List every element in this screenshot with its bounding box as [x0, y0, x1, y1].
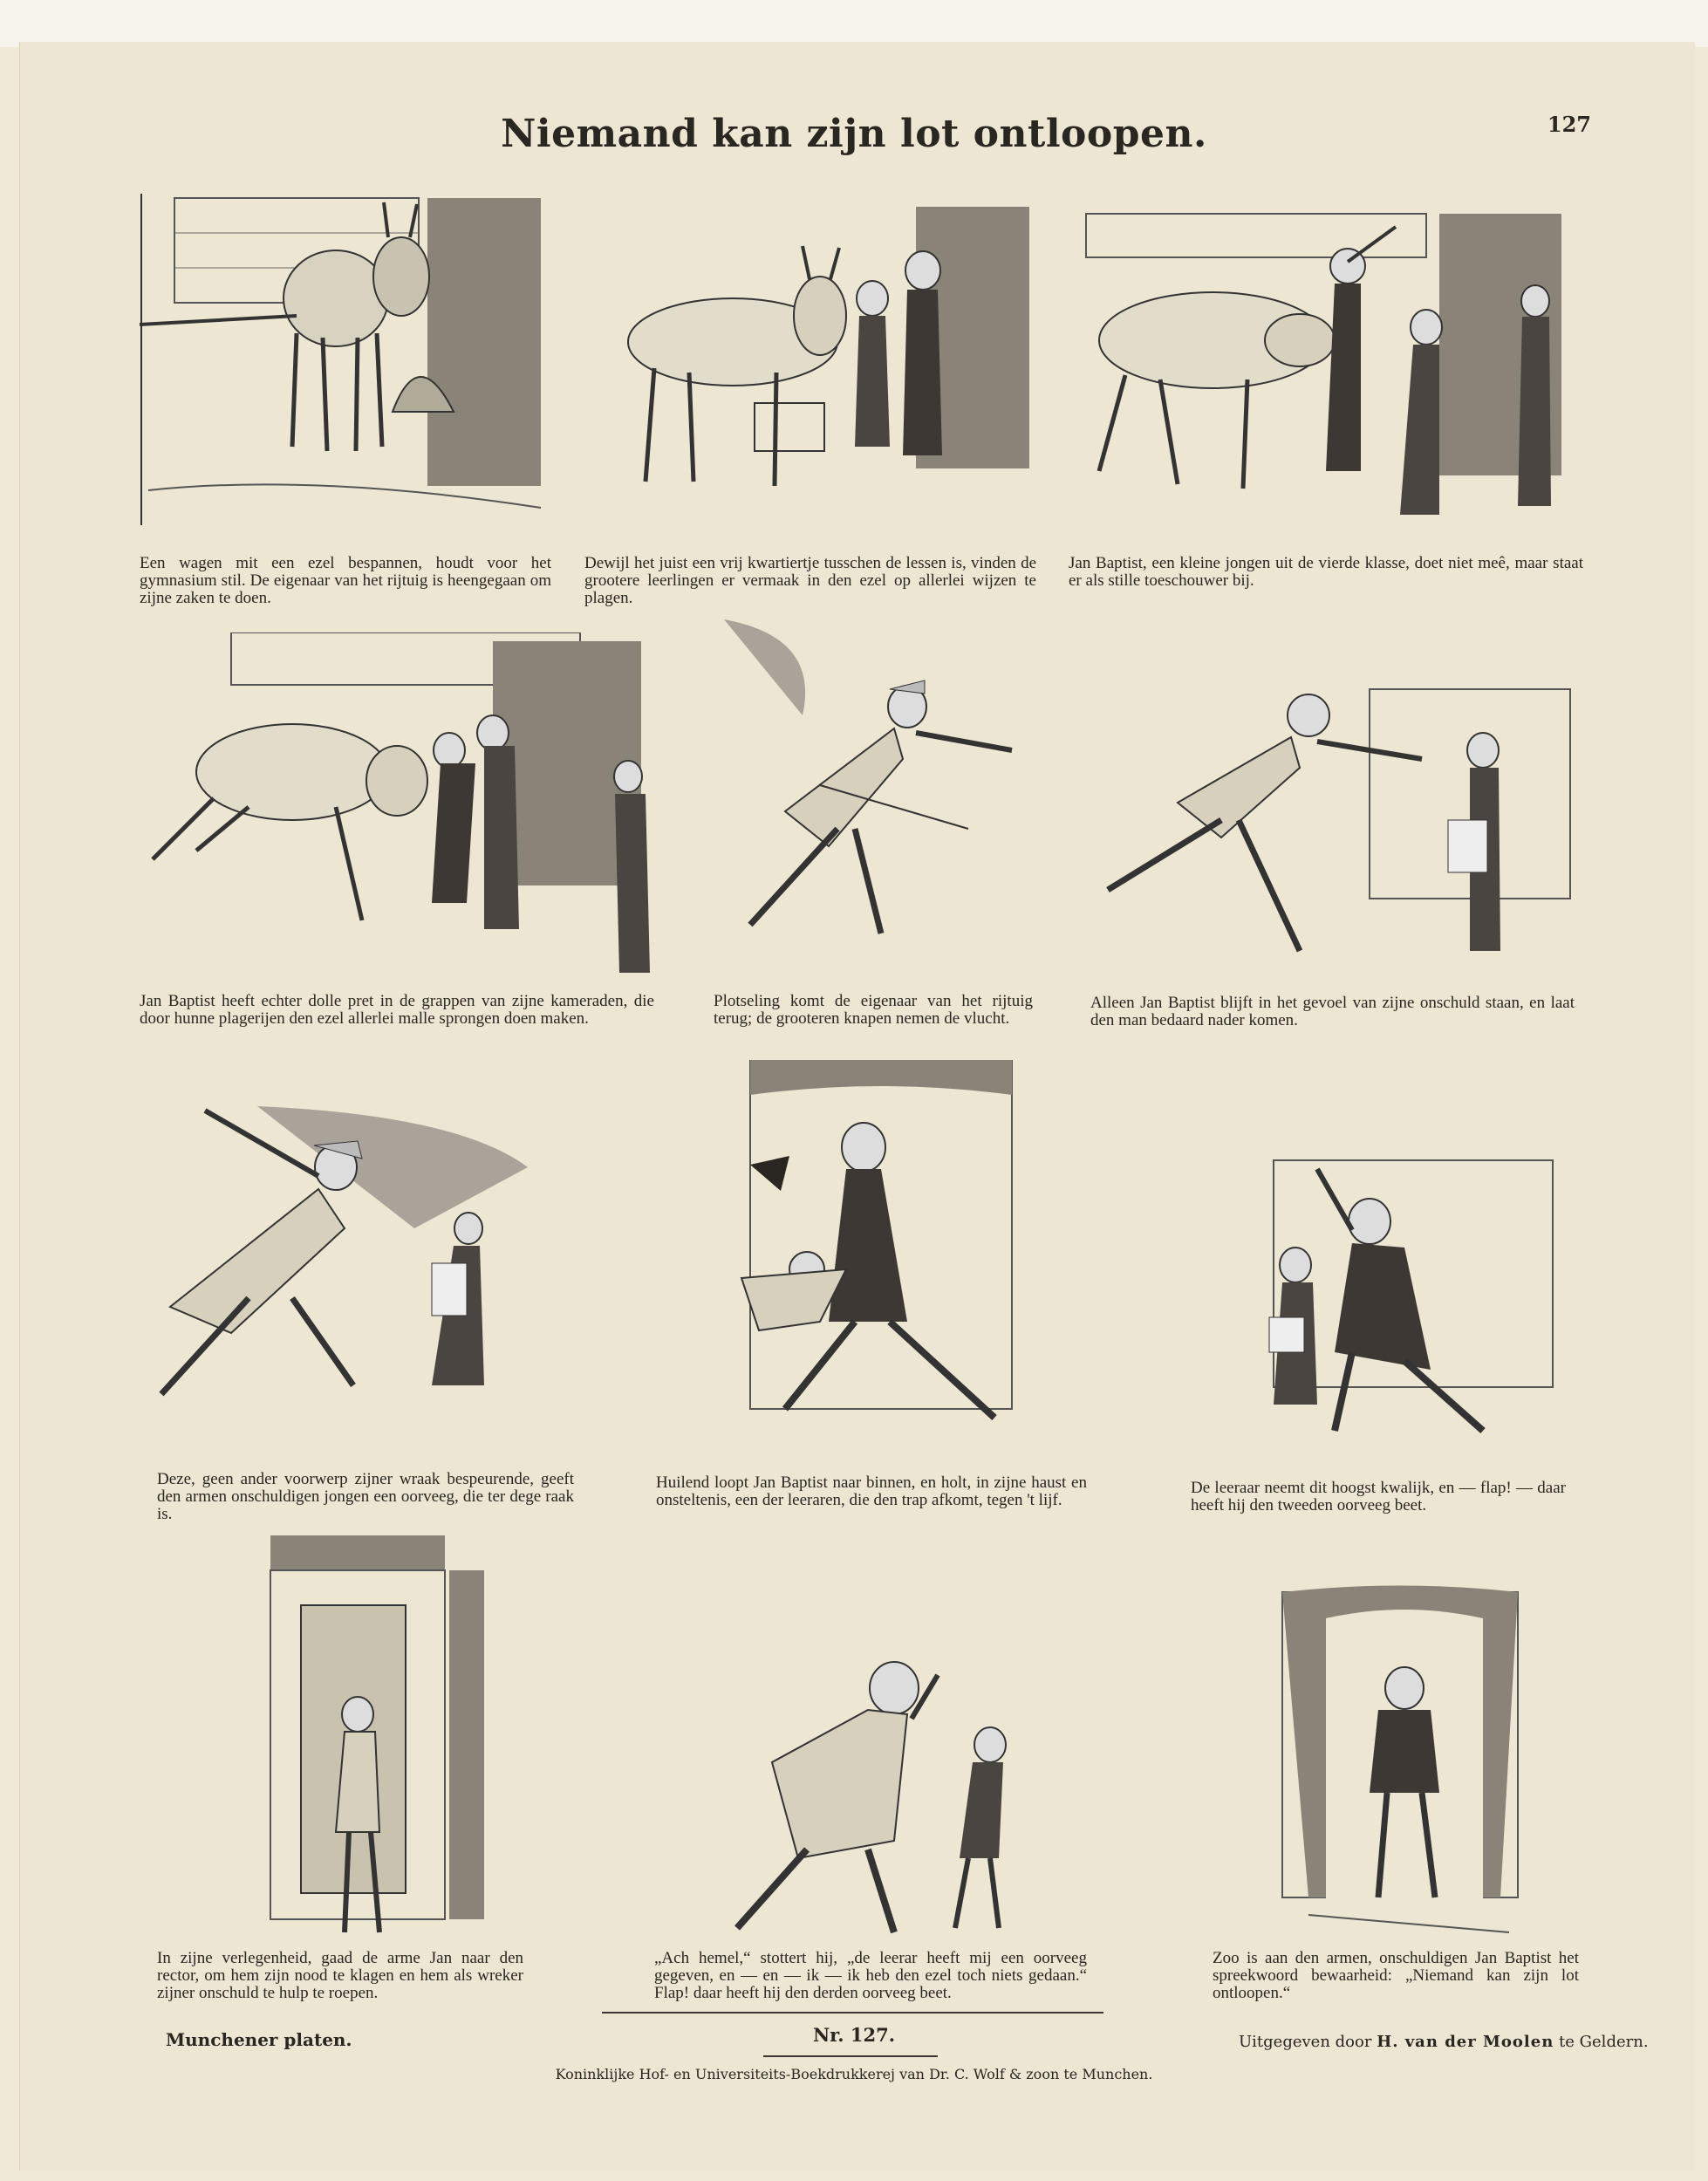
illustration-boys-teasing-donkey — [584, 194, 1038, 547]
publisher-prefix: Uitgegeven door — [1239, 2033, 1372, 2051]
illustration-jan-stands — [1090, 680, 1588, 973]
caption-7: Deze, geen ander voorwerp zijner wraak bespeurende, geeft den armen onschuldigen jongen een oorveeg, die ter dege raak is. — [157, 1470, 574, 1523]
caption-11: „Ach hemel,“ stottert hij, „de leerar heeft mij een oorveeg gegeven, en — en — ik — ik heb den ezel toch niets gedaan.“ Flap! daar heeft hij den derden oorveeg beet. — [654, 1949, 1087, 2002]
caption-4: Jan Baptist heeft echter dolle pret in de grappen van zijne kameraden, die door hunne plagerijen den ezel allerlei malle sprongen doen maken. — [140, 992, 654, 1028]
series-label: Munchener platen. — [166, 2029, 352, 2050]
printer-credit: Koninklijke Hof- en Universiteits-Boekdrukkerej van Dr. C. Wolf & zoon te Munchen. — [555, 2066, 1153, 2082]
caption-8: Huilend loopt Jan Baptist naar binnen, en holt, in zijne haust en onsteltenis, een der leeraren, die den trap afkomt, tegen 't lijf. — [656, 1473, 1087, 1509]
footer-rule-bottom — [763, 2055, 938, 2057]
caption-9: De leeraar neemt dit hoogst kwalijk, en — flap! — daar heeft hij den tweeden oorveeg beet. — [1191, 1479, 1566, 1514]
caption-1: Een wagen mit een ezel bespannen, houdt voor het gymnasium stil. De eigenaar van het rijtuig is heengegaan om zijne zaken te doen. — [140, 554, 551, 607]
caption-5: Plotseling komt de eigenaar van het rijtuig terug; de grooteren knapen nemen de vlucht. — [714, 992, 1033, 1028]
illustration-donkey-kicks — [144, 632, 667, 986]
footer-rule-top — [602, 2012, 1103, 2013]
illustration-first-slap — [153, 1097, 554, 1420]
illustration-jan-watches — [1064, 209, 1588, 545]
page-number: 127 — [1547, 112, 1591, 137]
illustration-teacher-slaps — [1221, 1152, 1579, 1439]
publisher-name: H. van der Moolen — [1377, 2033, 1554, 2051]
caption-2: Dewijl het juist een vrij kwartiertje tusschen de lessen is, vinden de grootere leerlingen er vermaak in den ezel op allerlei wijzen te plagen. — [584, 554, 1036, 607]
illustration-jan-hits-teacher — [715, 1060, 1038, 1435]
caption-6: Alleen Jan Baptist blijft in het gevoel van zijne onschuld staan, en laat den man bedaard nader komen. — [1090, 994, 1575, 1029]
illustration-owner-returns — [715, 611, 1029, 968]
caption-10: In zijne verlegenheid, gaad de arme Jan naar den rector, om hem zijn nood te klagen en hem als wreker zijner onschuld te hulp te roepen. — [157, 1949, 523, 2002]
caption-12: Zoo is aan den armen, onschuldigen Jan Baptist het spreekwoord bewaarheid: „Niemand kan zijn lot ontloopen.“ — [1213, 1949, 1579, 2002]
illustration-jan-at-rector-door — [205, 1535, 493, 1945]
illustration-rector-slaps — [720, 1658, 1034, 1945]
illustration-donkey-cart — [140, 194, 550, 547]
publisher-credit — [1239, 2033, 1649, 2051]
caption-3: Jan Baptist, een kleine jongen uit de vierde klasse, doet niet meê, maar staat er als stille toeschouwer bij. — [1069, 554, 1583, 590]
torn-edge — [0, 0, 1708, 47]
publisher-suffix: te Geldern. — [1559, 2033, 1649, 2051]
page-title: Niemand kan zijn lot ontloopen. — [501, 112, 1207, 156]
illustration-jan-crying — [1274, 1583, 1535, 1945]
plate-number: Nr. 127. — [812, 2024, 896, 2046]
